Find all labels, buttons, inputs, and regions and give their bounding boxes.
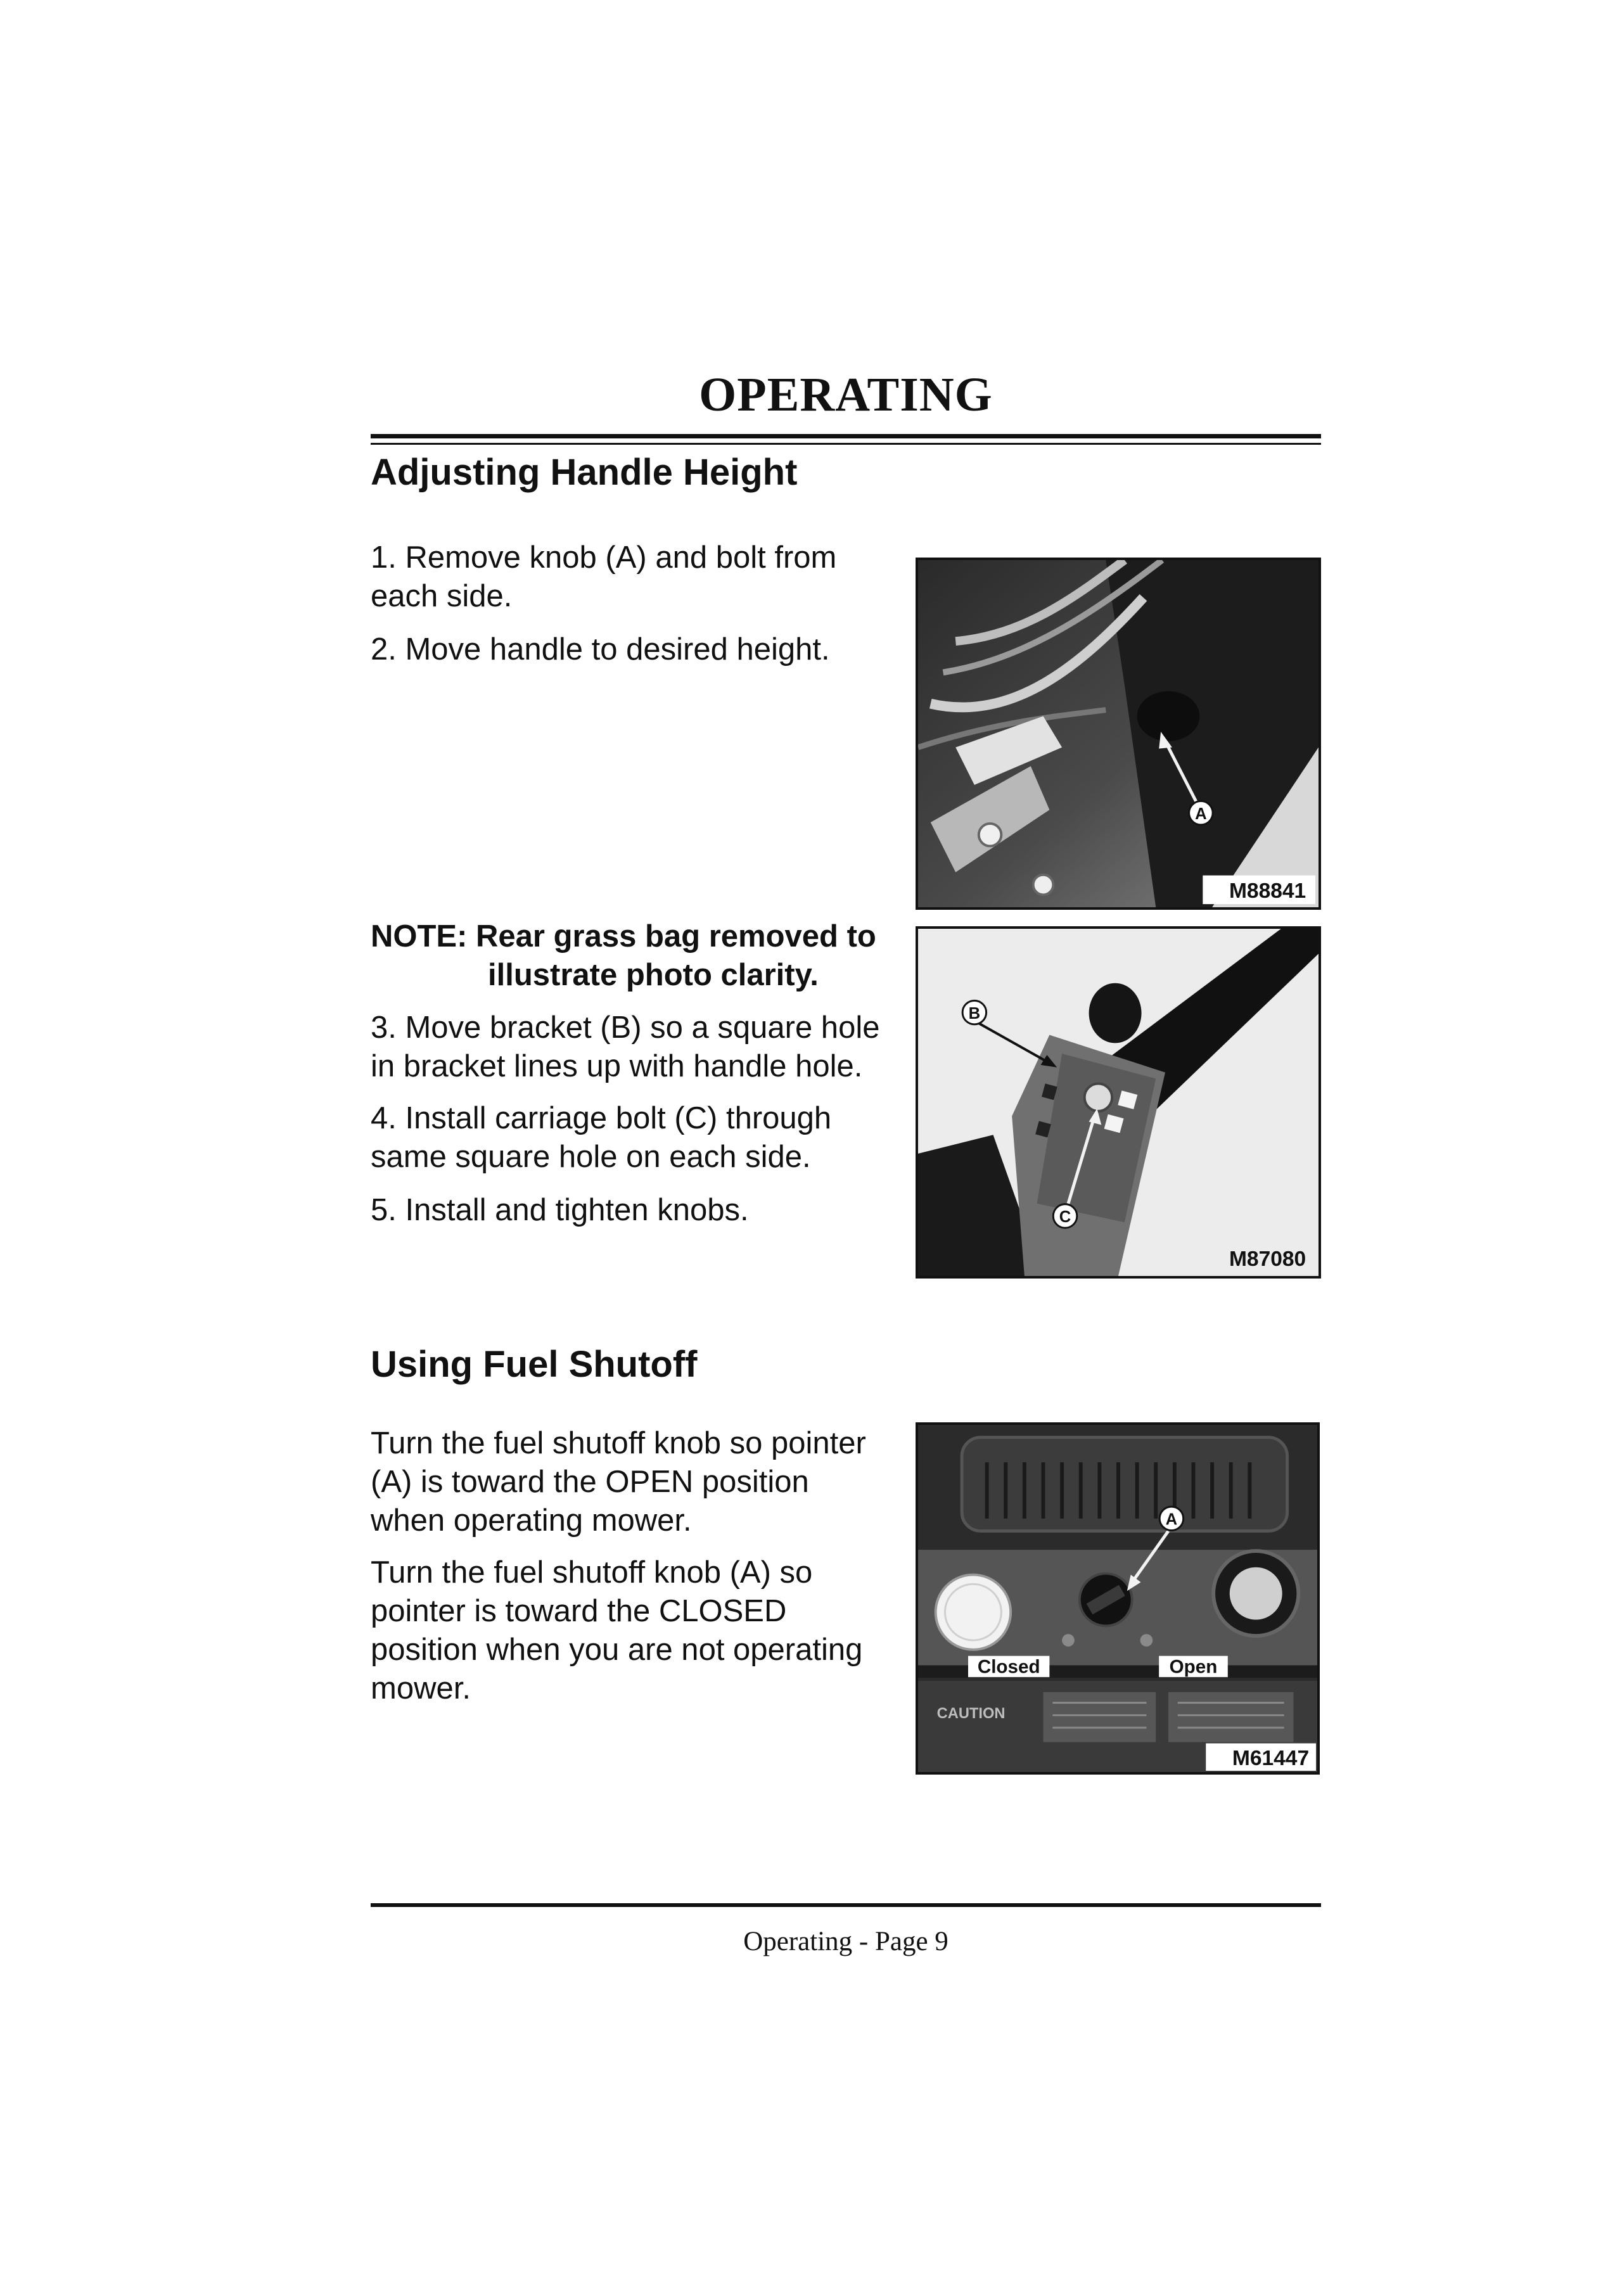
fuel-paragraph-2-line-2: pointer is toward the CLOSED [371,1594,787,1628]
page-title: OPERATING [699,368,993,421]
step-3-line-1: 3. Move bracket (B) so a square hole [371,1011,880,1045]
fuel-paragraph-2-line-3: position when you are not operating [371,1633,863,1667]
figure-handle-knob-illustration [918,560,1319,907]
step-5 [371,1191,922,1230]
fuel-paragraph-2-line-4: mower. [371,1671,471,1706]
step-4-line-1: 4. Install carriage bolt (C) through [371,1101,832,1135]
fuel-paragraph-2-line-1: Turn the fuel shutoff knob (A) so [371,1555,813,1590]
fuel-paragraph-1-line-1: Turn the fuel shutoff knob so pointer [371,1426,866,1460]
section-heading-handle-height: Adjusting Handle Height [371,452,798,493]
fuel-paragraph-1 [371,1424,922,1540]
step-1-line-2: each side. [371,579,513,613]
step-1 [371,539,922,616]
step-2-text: 2. Move handle to desired height. [371,632,830,666]
fuel-paragraph-1-line-3: when operating mower. [371,1503,692,1538]
callout-c-label: C [1059,1208,1071,1227]
fuel-paragraph-1-line-2: (A) is toward the OPEN position [371,1465,809,1499]
footer-rule [371,1903,1321,1907]
figure-bracket-illustration [918,929,1319,1276]
figure-code-m88841: M88841 [1229,879,1306,903]
note-line-2: illustrate photo clarity. [488,958,819,992]
fuel-paragraph-2 [371,1553,922,1708]
figure-code-m87080: M87080 [1229,1247,1306,1272]
figure-handle-knob-photo [916,558,1321,910]
step-3-line-2: in bracket lines up with handle hole. [371,1049,863,1083]
open-label: Open [1169,1656,1218,1678]
note [371,917,922,995]
step-2 [371,630,922,669]
title-rule [371,434,1321,438]
callout-a-label: A [1195,805,1207,824]
caution-label: CAUTION [936,1706,1006,1723]
step-4 [371,1099,922,1177]
figure-bracket-photo [916,926,1321,1279]
callout-b-label: B [968,1004,981,1023]
figure-code-m61447: M61447 [1232,1747,1310,1771]
callout-a-label: A [1165,1510,1178,1529]
figure-fuel-shutoff-illustration [918,1425,1317,1772]
step-3 [371,1009,922,1086]
title-rule-thin [371,443,1321,445]
step-4-line-2: same square hole on each side. [371,1140,811,1174]
step-5-text: 5. Install and tighten knobs. [371,1193,749,1227]
figure-fuel-shutoff-photo [916,1422,1320,1775]
note-line-1: NOTE: Rear grass bag removed to [371,919,876,953]
step-1-line-1: 1. Remove knob (A) and bolt from [371,540,837,575]
section-heading-fuel-shutoff: Using Fuel Shutoff [371,1344,698,1385]
page-footer: Operating - Page 9 [743,1927,948,1956]
closed-label: Closed [977,1656,1040,1678]
